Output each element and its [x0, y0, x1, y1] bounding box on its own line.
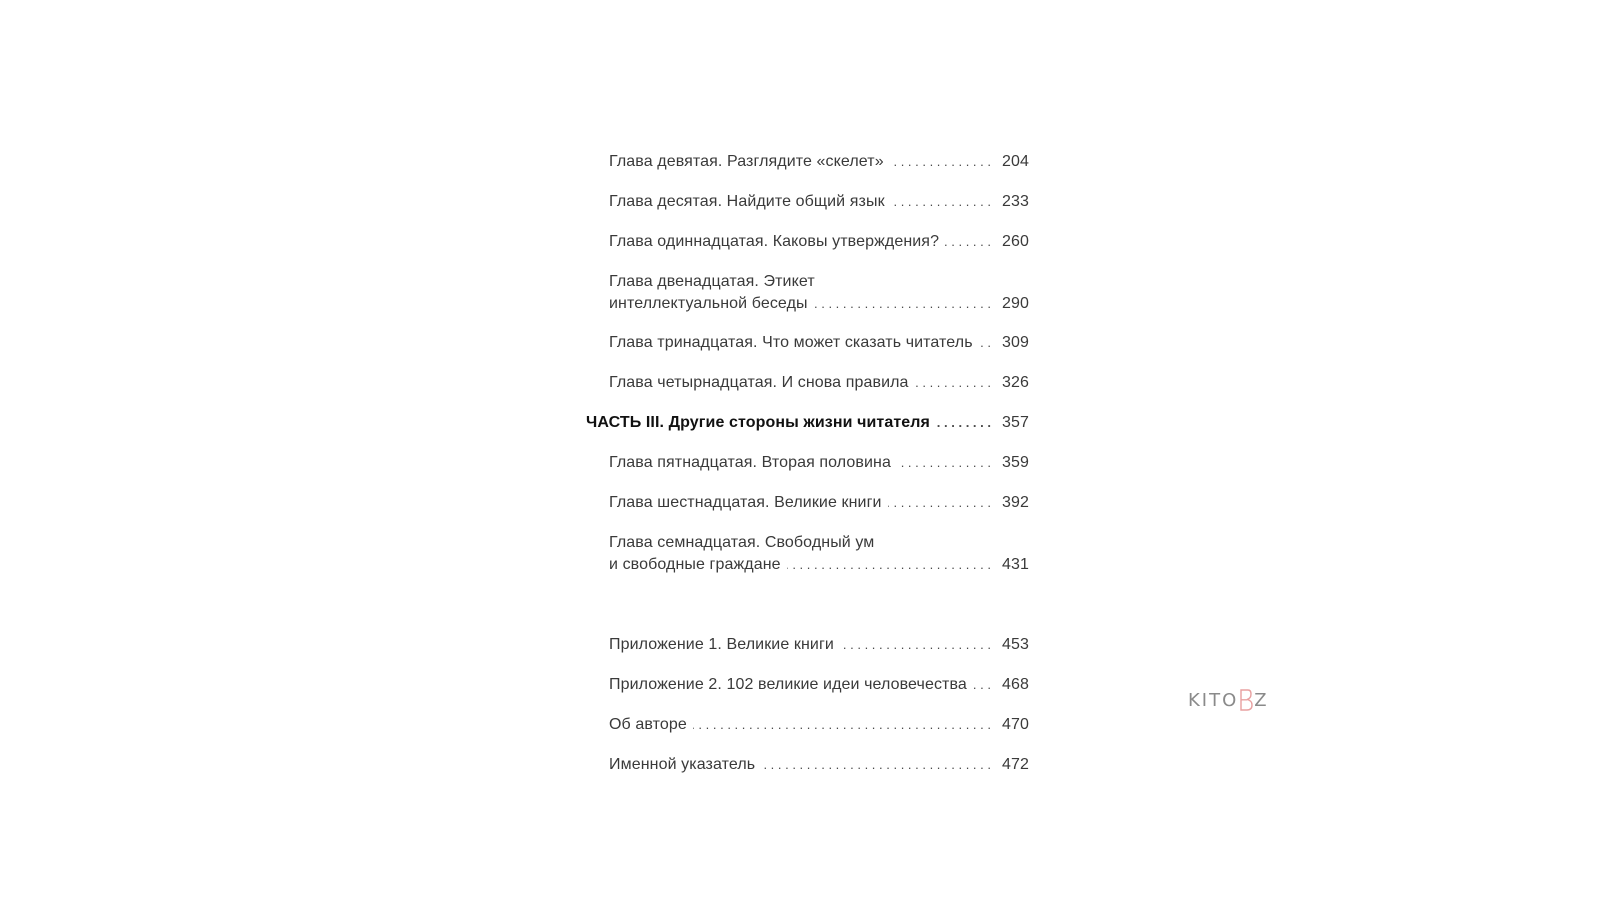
toc-entry-appendix-1[interactable] [609, 634, 1029, 656]
toc-entry-title: Именной указатель [609, 756, 756, 773]
toc-entry-title: Глава шестнадцатая. Великие книги [609, 494, 882, 511]
toc-entry-title: Приложение 2. 102 великие идеи человечества [609, 676, 967, 693]
toc-entry-page: 359 [1002, 454, 1029, 471]
dot-leader [973, 674, 991, 696]
watermark-text-start: KITO [1188, 689, 1239, 711]
toc-entry-page: 326 [1002, 374, 1029, 391]
toc-line [609, 674, 1029, 696]
toc-entry-title: Глава двенадцатая. Этикет [609, 273, 815, 290]
watermark-logo [1188, 686, 1269, 714]
toc-entry-page: 392 [1002, 494, 1029, 511]
book-b-icon [1239, 689, 1253, 711]
toc-entry-chapter-15[interactable] [609, 452, 1029, 474]
toc-line [586, 412, 1029, 434]
toc-entry-page: 260 [1002, 233, 1029, 250]
dot-leader [945, 231, 991, 253]
toc-entry-chapter-17[interactable] [609, 532, 1029, 576]
toc-line [609, 332, 1029, 354]
toc-part-title: ЧАСТЬ III. Другие стороны жизни читателя [586, 414, 930, 431]
dot-leader [840, 634, 991, 656]
dot-leader [888, 492, 991, 514]
toc-entry-page: 453 [1002, 636, 1029, 653]
dot-leader [693, 714, 991, 736]
watermark-text-end: Z [1254, 689, 1269, 711]
toc-line [609, 372, 1029, 394]
toc-line [609, 452, 1029, 474]
toc-entry-chapter-10[interactable] [609, 191, 1029, 213]
toc-entry-appendix-2[interactable] [609, 674, 1029, 696]
toc-entry-title: Глава тринадцатая. Что может сказать читатель [609, 334, 973, 351]
toc-line [609, 554, 1029, 576]
toc-entry-title: Об авторе [609, 716, 687, 733]
toc-line [609, 293, 1029, 315]
toc-entry-title: Глава десятая. Найдите общий язык [609, 193, 885, 210]
toc-entry-page: 472 [1002, 756, 1029, 773]
toc-entry-part-3[interactable] [586, 412, 1029, 434]
dot-leader [891, 191, 991, 213]
dot-leader [890, 151, 991, 173]
toc-entry-title-continued: интеллектуальной беседы [609, 295, 808, 312]
toc-entry-chapter-16[interactable] [609, 492, 1029, 514]
toc-line [609, 151, 1029, 173]
dot-leader [897, 452, 991, 474]
toc-entry-page: 309 [1002, 334, 1029, 351]
toc-line [609, 271, 1029, 293]
dot-leader [814, 293, 991, 315]
toc-line [609, 634, 1029, 656]
toc-line [609, 191, 1029, 213]
toc-line [609, 492, 1029, 514]
toc-entry-about-author[interactable] [609, 714, 1029, 736]
toc-entry-chapter-14[interactable] [609, 372, 1029, 394]
toc-entry-title: Приложение 1. Великие книги [609, 636, 834, 653]
toc-entry-title: Глава одиннадцатая. Каковы утверждения? [609, 233, 940, 250]
toc-line [609, 714, 1029, 736]
dot-leader [787, 554, 991, 576]
dot-leader [979, 332, 991, 354]
toc-entry-page: 233 [1002, 193, 1029, 210]
toc-line [609, 532, 1029, 554]
toc-entry-title: Глава пятнадцатая. Вторая половина [609, 454, 891, 471]
toc-entry-title: Глава девятая. Разглядите «скелет» [609, 153, 884, 170]
toc-entry-chapter-11[interactable] [609, 231, 1029, 253]
toc-entry-chapter-12[interactable] [609, 271, 1029, 315]
toc-line [609, 231, 1029, 253]
dot-leader [915, 372, 991, 394]
toc-entry-page: 357 [1002, 414, 1029, 431]
toc-entry-chapter-9[interactable] [609, 151, 1029, 173]
toc-line [609, 754, 1029, 776]
toc-entry-name-index[interactable] [609, 754, 1029, 776]
dot-leader [936, 412, 991, 434]
toc-entry-title: Глава семнадцатая. Свободный ум [609, 534, 875, 551]
toc-entry-page: 204 [1002, 153, 1029, 170]
toc-entry-title-continued: и свободные граждане [609, 556, 781, 573]
dot-leader [761, 754, 991, 776]
toc-entry-page: 431 [1002, 556, 1029, 573]
toc-entry-page: 470 [1002, 716, 1029, 733]
toc-entry-page: 290 [1002, 295, 1029, 312]
toc-entry-chapter-13[interactable] [609, 332, 1029, 354]
toc-entry-page: 468 [1002, 676, 1029, 693]
toc-entry-title: Глава четырнадцатая. И снова правила [609, 374, 909, 391]
